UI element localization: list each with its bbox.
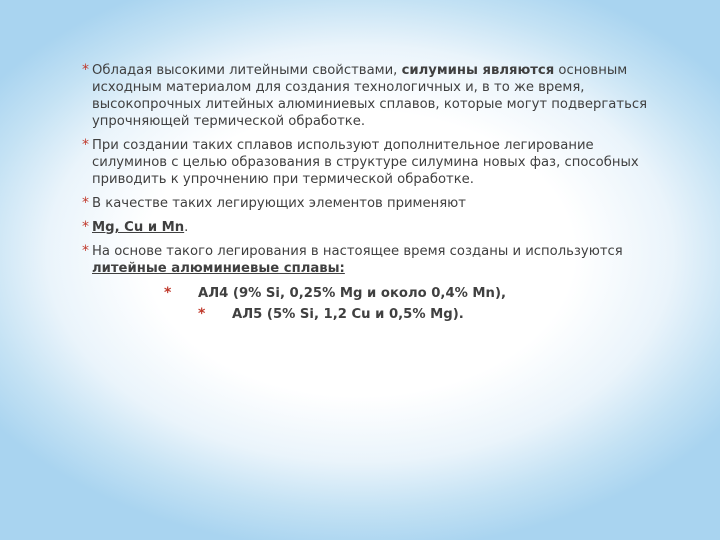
bullet-icon: * — [164, 285, 172, 301]
bullet-icon: * — [82, 243, 89, 259]
bullet-item-1 — [82, 62, 657, 130]
bullet-icon: * — [82, 62, 89, 78]
paragraph-2-text: При создании таких сплавов используют дополнительное легирование силуминов с целью образования в структуре силумина новых фаз, способных приводить к упрочнению при термической обработке. — [92, 138, 639, 187]
paragraph-4-rest: . — [184, 220, 189, 235]
paragraph-1-bold: силумины являются — [401, 63, 555, 78]
cast-alloys-heading: литейные алюминиевые сплавы: — [92, 261, 345, 276]
bullet-item-2 — [82, 137, 657, 188]
bullet-icon: * — [82, 219, 89, 235]
bullet-icon: * — [82, 137, 89, 153]
sub-item-al5-text: АЛ5 (5% Si, 1,2 Cu и 0,5% Mg). — [232, 307, 464, 322]
bullet-item-5 — [82, 243, 657, 277]
alloying-elements: Mg, Cu и Mn — [92, 220, 185, 235]
paragraph-5-text: На основе такого легирования в настоящее время созданы и используются — [92, 244, 623, 259]
bullet-item-4 — [82, 219, 657, 236]
slide-body — [82, 62, 657, 323]
sub-item-al5 — [198, 306, 657, 323]
paragraph-3-text: В качестве таких легирующих элементов применяют — [92, 196, 466, 211]
bullet-icon: * — [82, 195, 89, 211]
paragraph-1-rest: основным исходным материалом для создания технологичных и, в то же время, высокопрочных литейных алюминиевых сплавов, которые могут подвергаться упрочняющей термической обработке. — [92, 63, 648, 129]
bullet-icon: * — [198, 306, 206, 322]
sub-item-al4 — [164, 285, 657, 302]
bullet-item-3 — [82, 195, 657, 212]
sub-item-al4-text: АЛ4 (9% Si, 0,25% Mg и около 0,4% Mn), — [198, 286, 506, 301]
paragraph-1-text: Обладая высокими литейными свойствами, — [92, 63, 402, 78]
